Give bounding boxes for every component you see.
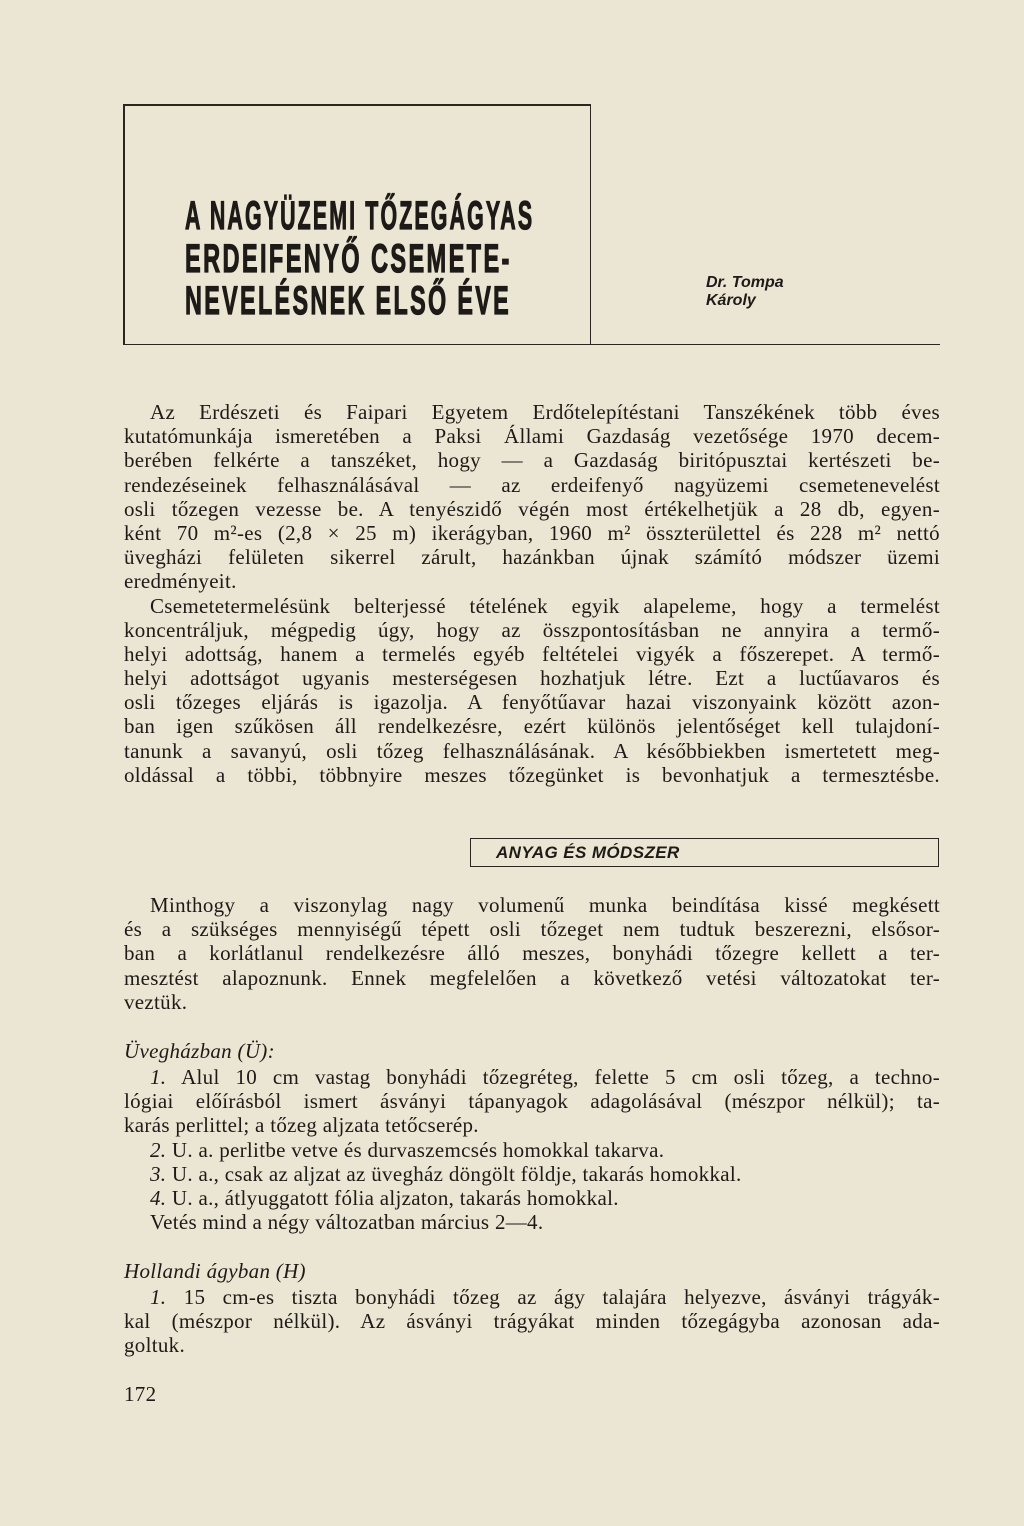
item-text: 15 cm-es tiszta bonyhádi tőzeg az ágy talajára helyezve, ásványi trágyák- <box>183 1285 940 1309</box>
item-text: U. a., átlyuggatott fólia aljzaton, takarás homokkal. <box>171 1185 619 1210</box>
text-line: koncentráljuk, mégpedig úgy, hogy az összpontosításban ne annyira a termő- <box>124 617 940 642</box>
title-box-left-rule <box>123 104 125 345</box>
greenhouse-heading-block <box>124 1039 940 1063</box>
item-text: U. a. perlitbe vetve és durvaszemcsés homokkal takarva. <box>171 1137 665 1162</box>
item-number: 2. <box>150 1137 167 1162</box>
intro-text <box>124 400 940 787</box>
item-text: U. a., csak az aljzat az üvegház döngölt földje, takarás homokkal. <box>171 1161 742 1186</box>
item-number: 3. <box>150 1161 167 1186</box>
text-line: tanunk a savanyú, osli tőzeg felhasználásának. A későbbiekben ismertetett meg- <box>124 738 940 763</box>
sowing-note: Vetés mind a négy változatban március 2—4. <box>150 1210 544 1235</box>
title-line: A NAGYÜZEMI TŐZEGÁGYAS <box>185 194 535 238</box>
text-line: karás perlittel; a tőzeg aljzata tetőcserép. <box>124 1113 479 1138</box>
text-line: rendezéseinek felhasználásával — az erdeifenyő nagyüzemi csemetenevelést <box>124 472 940 497</box>
text-line <box>124 1285 940 1309</box>
item-text: Alul 10 cm vastag bonyhádi tőzegréteg, felette 5 cm osli tőzeg, a techno- <box>181 1065 940 1089</box>
text-line: oldással a többi, többnyire meszes tőzegünket is bevonhatjuk a termesztésbe. <box>124 762 940 787</box>
text-line: osli tőzeges eljárás is igazolja. A fenyőtűavar hazai viszonyaink között azon- <box>124 690 940 715</box>
text-line: és a szükséges mennyiségű tépett osli tőzeget nem tudtuk beszerezni, elsősor- <box>124 917 940 942</box>
text-line: helyi adottság, hanem a termelés egyéb feltételei vigyék a főszerepet. A termő- <box>124 641 940 666</box>
text-line: veztük. <box>124 989 188 1014</box>
text-line: üvegházi felületen sikerrel zárult, hazánkban újnak számító módszer üzemi <box>124 545 940 570</box>
header-bottom-rule <box>123 344 940 346</box>
title-line: NEVELÉSNEK ELSŐ ÉVE <box>185 279 512 323</box>
greenhouse-list <box>124 1065 940 1234</box>
text-line: Minthogy a viszonylag nagy volumenű munka beindítása kissé megkésett <box>150 893 940 917</box>
text-line <box>124 1186 940 1210</box>
text-line: lógiai előírásból ismert ásványi tápanyagok adagolásával (mészpor nélkül); ta- <box>124 1089 940 1114</box>
text-line: ként 70 m²-es (2,8 × 25 m) ikerágyban, 1960 m² összterülettel és 228 m² nettó <box>124 520 940 545</box>
list-item <box>124 1162 940 1186</box>
text-line: eredményeit. <box>124 569 237 594</box>
text-line: berében felkérte a tanszéket, hogy — a Gazdaság biritópusztai kertészeti be- <box>124 448 940 473</box>
text-line: osli tőzegen vezesse be. A tenyészidő végén most értékelhetjük a 28 db, egyen- <box>124 496 940 521</box>
section-heading-box <box>470 838 939 867</box>
text-line <box>124 1065 940 1089</box>
item-number: 1. <box>150 1065 167 1089</box>
methods-paragraph <box>124 893 940 1014</box>
text-line: ban igen szűkösen áll rendelkezésre, ezért különös jelentőséget kell tulajdoní- <box>124 714 940 739</box>
item-number: 1. <box>150 1285 167 1309</box>
dutch-bed-heading-block <box>124 1259 940 1283</box>
title-box-right-rule <box>590 104 592 345</box>
list-item <box>124 1138 940 1162</box>
page-number-block <box>124 1382 940 1406</box>
dutch-bed-heading: Hollandi ágyban (H) <box>124 1259 306 1283</box>
author-line: Károly <box>706 292 756 309</box>
text-line: ban a korlátlanul rendelkezésre álló meszes, bonyhádi tőzegre kellett a ter- <box>124 941 940 966</box>
text-line: kutatómunkája ismeretében a Paksi Állami Gazdaság vezetősége 1970 decem- <box>124 424 940 449</box>
list-item <box>124 1186 940 1210</box>
list-item <box>124 1285 940 1358</box>
page-number: 172 <box>124 1382 157 1406</box>
text-line: Csemetetermelésünk belterjessé tételének egyik alapeleme, hogy a termelést <box>150 593 940 618</box>
text-line: goltuk. <box>124 1333 186 1358</box>
list-item <box>124 1065 940 1138</box>
title-box-top-rule <box>123 104 591 106</box>
author-line: Dr. Tompa <box>706 274 784 291</box>
item-number: 4. <box>150 1185 167 1210</box>
intro-paragraph-2 <box>124 594 940 788</box>
section-heading: ANYAG ÉS MÓDSZER <box>496 843 680 862</box>
intro-paragraph-1 <box>124 400 940 594</box>
text-line: helyi adottságot ugyanis mesterségesen hozhatjuk létre. Ezt a luctűavaros és <box>124 666 940 691</box>
text-line <box>124 1162 940 1186</box>
greenhouse-heading: Üvegházban (Ü): <box>124 1039 275 1063</box>
text-line: Az Erdészeti és Faipari Egyetem Erdőtelepítéstani Tanszékének több éves <box>150 400 940 424</box>
text-line <box>124 1138 940 1162</box>
article-title <box>185 195 585 323</box>
dutch-bed-list <box>124 1285 940 1358</box>
text-line: mesztést alapoznunk. Ennek megfelelően a következő vetési változatokat ter- <box>124 965 940 990</box>
text-line: kal (mészpor nélkül). Az ásványi trágyákat minden tőzegágyba azonosan ada- <box>124 1309 940 1334</box>
author-name <box>706 274 784 310</box>
title-line: ERDEIFENYŐ CSEMETE- <box>185 236 512 281</box>
